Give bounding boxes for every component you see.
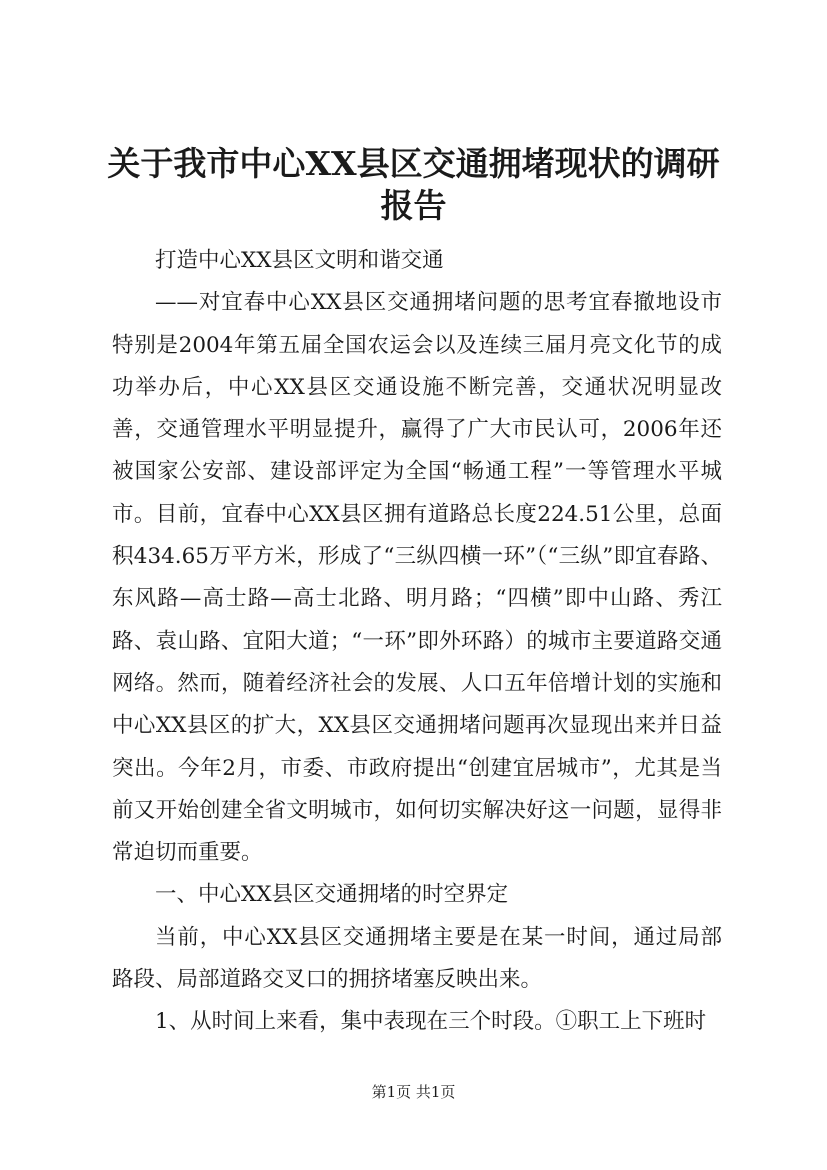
paragraph-intro: ——对宜春中心XX县区交通拥堵问题的思考宜春撤地设市特别是2004年第五届全国农运会以及连续三届月亮文化节的成功举办后，中心XX县区交通设施不断完善，交通状况明显改善，交通管理水平明显提升，赢得了广大市民认可，2006年还被国家公安部、建设部评定为全国“畅通工程”一等管理水平城市。目前，宜春中心XX县区拥有道路总长度224.51公里，总面积434.65万平方米，形成了“三纵四横一环”（“三纵”即宜春路、东风路—高士路—高士北路、明月路；“四横”即中山路、秀江路、袁山路、宜阳大道；“一环”即外环路）的城市主要道路交通网络。然而，随着经济社会的发展、人口五年倍增计划的实施和中心XX县区的扩大，XX县区交通拥堵问题再次显现出来并日益突出。今年2月，市委、市政府提出“创建宜居城市”，尤其是当前又开始创建全省文明城市，如何切实解决好这一问题，显得非常迫切而重要。 (112, 290, 722, 866)
paragraph-time-analysis: 1、从时间上来看，集中表现在三个时段。①职工上下班时 (155, 1009, 707, 1035)
paragraph-subtitle: 打造中心XX县区文明和谐交通 (155, 248, 444, 273)
section-heading-1: 一、中心XX县区交通拥堵的时空界定 (155, 882, 509, 908)
document-body (112, 240, 722, 1044)
page-footer: 第1页 共1页 (371, 1083, 456, 1101)
document-title: 关于我市中心XX县区交通拥堵现状的调研报告 (107, 144, 720, 225)
paragraph-section-1: 当前，中心XX县区交通拥堵主要是在某一时间，通过局部路段、局部道路交叉口的拥挤堵塞反映出来。 (112, 924, 722, 993)
